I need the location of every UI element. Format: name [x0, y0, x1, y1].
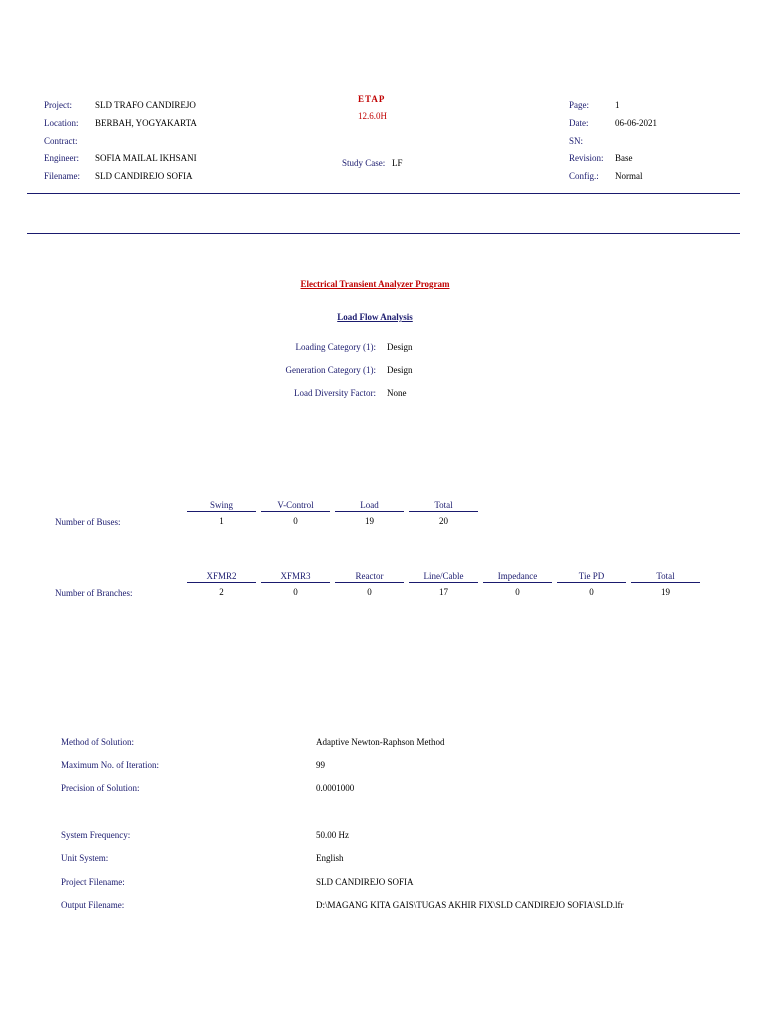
branch-value-linecable: 17: [439, 587, 448, 597]
revision-label: Revision:: [569, 153, 604, 163]
analysis-title: Load Flow Analysis: [337, 312, 413, 322]
load-diversity-value: None: [387, 388, 407, 398]
frequency-label: System Frequency:: [61, 830, 131, 840]
branch-value-xfmr3: 0: [293, 587, 298, 597]
branch-value-tiepd: 0: [589, 587, 594, 597]
bus-header-vcontrol: V-Control: [261, 501, 330, 512]
frequency-value: 50.00 Hz: [316, 830, 349, 840]
bus-value-load: 19: [365, 516, 374, 526]
page-label: Page:: [569, 100, 589, 110]
bus-header-load: Load: [335, 501, 404, 512]
unit-system-label: Unit System:: [61, 853, 109, 863]
branch-header-xfmr2: XFMR2: [187, 572, 256, 583]
branch-header-tiepd: Tie PD: [557, 572, 626, 583]
bus-value-vcontrol: 0: [293, 516, 298, 526]
project-filename-value: SLD CANDIREJO SOFIA: [316, 877, 414, 887]
engineer-label: Engineer:: [44, 153, 79, 163]
max-iteration-value: 99: [316, 760, 325, 770]
output-filename-value: D:\MAGANG KITA GAIS\TUGAS AKHIR FIX\SLD CANDIREJO SOFIA\SLD.lfr: [316, 900, 624, 910]
loading-category-value: Design: [387, 342, 413, 352]
branch-header-total: Total: [631, 572, 700, 583]
branch-value-total: 19: [661, 587, 670, 597]
config-label: Config.:: [569, 171, 599, 181]
contract-label: Contract:: [44, 136, 78, 146]
branch-header-impedance: Impedance: [483, 572, 552, 583]
location-value: BERBAH, YOGYAKARTA: [95, 118, 197, 128]
filename-value: SLD CANDIREJO SOFIA: [95, 171, 193, 181]
branch-header-xfmr3: XFMR3: [261, 572, 330, 583]
max-iteration-label: Maximum No. of Iteration:: [61, 760, 159, 770]
branch-value-reactor: 0: [367, 587, 372, 597]
program-title: Electrical Transient Analyzer Program: [300, 279, 450, 289]
branch-header-linecable: Line/Cable: [409, 572, 478, 583]
header-divider-top: [27, 193, 740, 194]
buses-row-label: Number of Buses:: [55, 517, 121, 527]
branch-header-reactor: Reactor: [335, 572, 404, 583]
precision-label: Precision of Solution:: [61, 783, 140, 793]
precision-value: 0.0001000: [316, 783, 355, 793]
sn-label: SN:: [569, 136, 584, 146]
config-value: Normal: [615, 171, 643, 181]
engineer-value: SOFIA MAILAL IKHSANI: [95, 153, 197, 163]
bus-value-swing: 1: [219, 516, 224, 526]
generation-category-value: Design: [387, 365, 413, 375]
location-label: Location:: [44, 118, 79, 128]
project-label: Project:: [44, 100, 72, 110]
method-value: Adaptive Newton-Raphson Method: [316, 737, 445, 747]
method-label: Method of Solution:: [61, 737, 135, 747]
branches-row-label: Number of Branches:: [55, 588, 133, 598]
study-case-label: Study Case:: [342, 158, 386, 168]
page-value: 1: [615, 100, 620, 110]
project-filename-label: Project Filename:: [61, 877, 125, 887]
bus-header-total: Total: [409, 501, 478, 512]
bus-header-swing: Swing: [187, 501, 256, 512]
app-version: 12.6.0H: [358, 111, 387, 121]
revision-value: Base: [615, 153, 633, 163]
loading-category-label: Loading Category (1):: [295, 342, 376, 352]
branch-value-impedance: 0: [515, 587, 520, 597]
generation-category-label: Generation Category (1):: [285, 365, 376, 375]
header-divider-bottom: [27, 233, 740, 234]
load-diversity-label: Load Diversity Factor:: [294, 388, 376, 398]
bus-value-total: 20: [439, 516, 448, 526]
output-filename-label: Output Filename:: [61, 900, 125, 910]
study-case-value: LF: [392, 158, 403, 168]
filename-label: Filename:: [44, 171, 80, 181]
project-value: SLD TRAFO CANDIREJO: [95, 100, 196, 110]
app-name: ETAP: [358, 94, 386, 104]
date-label: Date:: [569, 118, 589, 128]
date-value: 06-06-2021: [615, 118, 657, 128]
unit-system-value: English: [316, 853, 344, 863]
branch-value-xfmr2: 2: [219, 587, 224, 597]
